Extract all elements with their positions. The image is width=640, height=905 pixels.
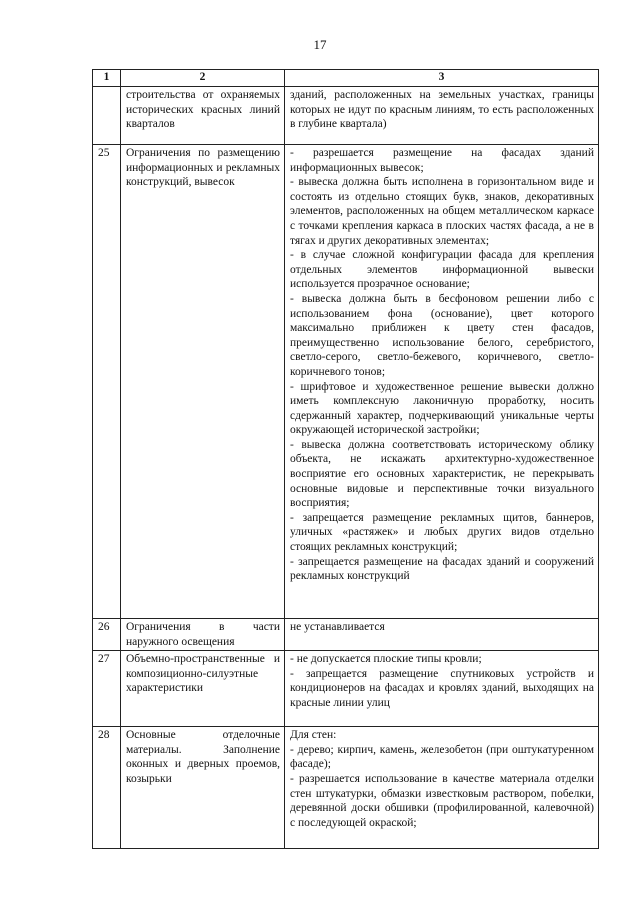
row-number: 27 [93,651,121,727]
content-item: - разрешается использование в качестве материала отделки стен штукатурки, обмазки известковым раствором, побелки, деревянной доски обшивки (профилированной, калевочной) с последующей окраской; [290,772,594,829]
table-row [93,727,599,849]
table-row [93,651,599,727]
table-row [93,87,599,145]
table-header-row [93,70,599,87]
content-item: - не допускается плоские типы кровли; [290,653,482,666]
page-number: 17 [313,37,327,52]
content-item: - запрещается размещение рекламных щитов, баннеров, уличных «растяжек» и любых других видов отдельно стоящих рекламных конструкций; [290,511,594,554]
row-title: Объемно-пространственные и композиционно-силуэтные характеристики [121,651,285,727]
content-item: зданий, расположенных на земельных участках, границы которых не идут по красным линиям, то есть расположенных в глубине квартала) [290,89,594,131]
content-item: - дерево; кирпич, камень, железобетон (при оштукатуренном фасаде); [290,743,594,771]
table-row [93,145,599,619]
row-title: Основные отделочные материалы. Заполнение оконных и дверных проемов, козырьки [121,727,285,849]
row-number [93,87,121,145]
content-item: - запрещается размещение спутниковых устройств и кондиционеров на фасадах и кровлях зданий, выходящих на красные линии улиц [290,667,594,709]
content-item: не устанавливается [290,621,385,633]
content-item: - вывеска должна быть исполнена в горизонтальном виде и состоять из отдельно стоящих букв, знаков, декоративных элементов, расположенных на общем металлическом каркасе с точками крепления каркаса в плоских частях фасада, а не в тягах и других декоративных элементах; [290,176,594,247]
row-content [285,145,599,619]
row-title: Ограничения по размещению информационных и рекламных конструкций, вывесок [121,145,285,619]
regulations-table [92,69,599,849]
row-number: 25 [93,145,121,619]
header-col-1: 1 [93,70,121,87]
row-content [285,727,599,849]
row-content [285,619,599,651]
row-title: строительства от охраняемых исторических красных линий кварталов [121,87,285,145]
content-item: - запрещается размещение на фасадах зданий и сооружений рекламных конструкций [290,555,594,583]
header-col-3: 3 [285,70,599,87]
row-content [285,87,599,145]
content-item: Для стен: [290,729,337,742]
content-item: - шрифтовое и художественное решение вывески должно иметь комплексную лаконичную проработку, носить сдержанный характер, подчеркивающий уникальные черты окружающей исторической застройки; [290,380,594,437]
table-row [93,619,599,651]
row-title: Ограничения в части наружного освещения [121,619,285,651]
header-col-2: 2 [121,70,285,87]
row-content [285,651,599,727]
content-item: - вывеска должна быть в бесфоновом решении либо с использованием фона (основание), цвет которого максимально приближен к цвету стен фасадов, преимущественно использование белого, серебристого, светло-серого, светло-бежевого, коричневого, светло-коричневого тонов; [290,292,594,378]
content-item: - вывеска должна соответствовать историческому облику объекта, не искажать архитектурно-художественное восприятие его основных характеристик, не перекрывать основные видовые и перспективные точки визуального восприятия; [290,438,594,510]
content-item: - разрешается размещение на фасадах зданий информационных вывесок; [290,147,594,174]
row-number: 28 [93,727,121,849]
content-item: - в случае сложной конфигурации фасада для крепления отдельных элементов информационной вывески используется прозрачное основание; [290,249,594,291]
row-number: 26 [93,619,121,651]
